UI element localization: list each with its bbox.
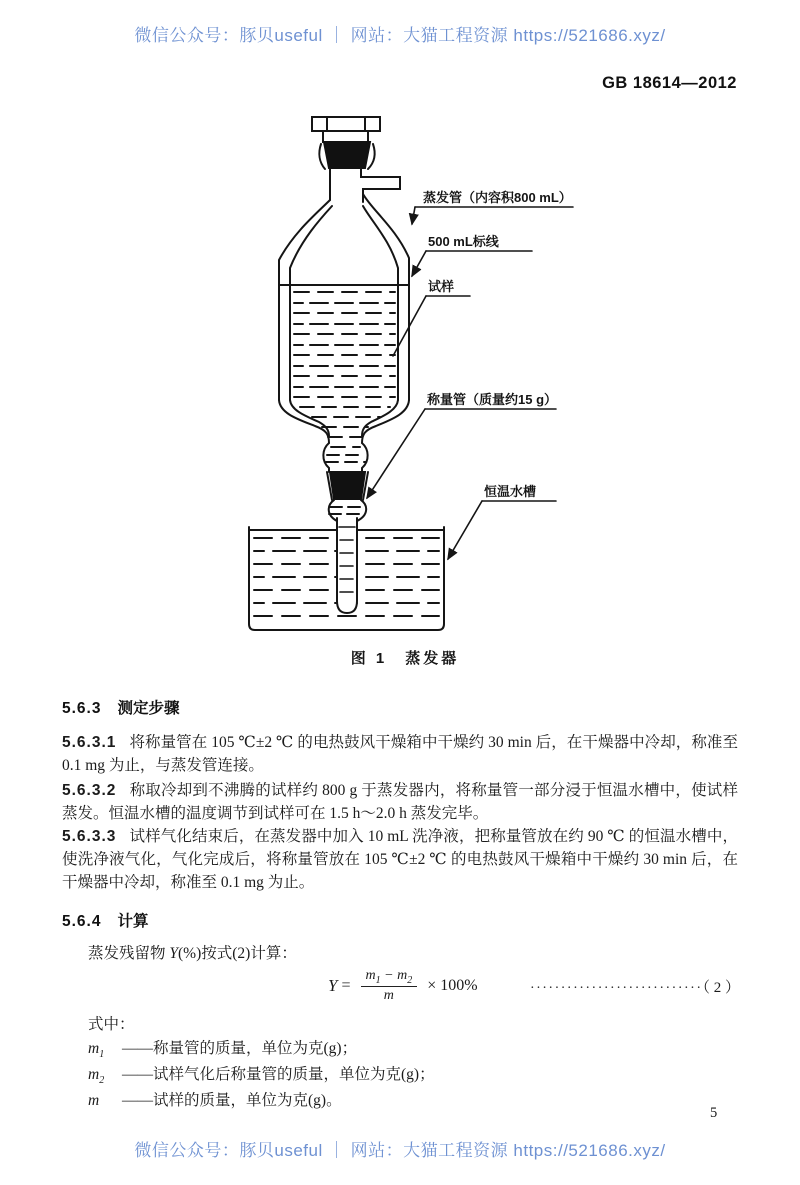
clause-text: 称取冷却到不沸腾的试样约 800 g 于蒸发器内，将称量管一部分浸于恒温水槽中，使试样蒸发。恒温水槽的温度调节到试样可在 1.5 h～2.0 h 蒸发完毕。 <box>62 782 738 822</box>
page-number: 5 <box>710 1105 718 1121</box>
formula-2 <box>328 962 478 1010</box>
section-number: 5.6.4 <box>62 913 102 930</box>
ground-joint-bottom <box>327 472 368 500</box>
flask-outline <box>279 194 409 443</box>
symbol: $m_2$ <box>88 1066 105 1087</box>
clause-number: 5.6.3.2 <box>62 782 117 799</box>
section-title: 测定步骤 <box>117 700 180 717</box>
clause-text: 将称量管在 105 ℃±2 ℃ 的电热鼓风干燥箱中干燥约 30 min 后，在干燥器中冷却，称准至 0.1 mg 为止，与蒸发管连接。 <box>62 734 738 774</box>
label-evaporating-tube: 蒸发管（内容积800 mL） <box>423 190 572 205</box>
section-heading-563 <box>62 696 180 718</box>
definition-m2 <box>88 1062 435 1086</box>
intro-variable: Y <box>169 945 179 962</box>
dotted-leader: ···························· <box>529 981 703 996</box>
clause-5632 <box>62 779 738 825</box>
fraction-denominator: m <box>383 988 394 1004</box>
definition-m1 <box>88 1036 357 1060</box>
label-500ml-mark: 500 mL标线 <box>428 234 499 249</box>
weighing-tube <box>337 518 357 613</box>
top-watermark: 微信公众号：豚贝useful ｜ 网站：大猫工程资源 https://521686.xyz/ <box>134 26 666 45</box>
formula-lhs: Y <box>328 976 338 995</box>
lower-bulb <box>329 500 366 521</box>
section-number: 5.6.3 <box>62 700 102 717</box>
definition-text: ——试样的质量，单位为克(g)。 <box>122 1092 342 1109</box>
clause-text: 试样气化结束后，在蒸发器中加入 10 mL 洗净液，把称量管放在约 90 ℃ 的恒温水槽中，使洗净液气化，气化完成后，将称量管放在 105 ℃±2 ℃ 的电热鼓风干燥箱中干燥约 30 min 后，在干燥器中冷却，称准至 0.1 mg 为止。 <box>62 828 738 891</box>
fraction-numerator: $m_1 - m_2$ <box>361 968 418 988</box>
section-heading-564 <box>62 909 149 931</box>
label-weighing-tube: 称量管（质量约15 g） <box>427 392 558 407</box>
definition-text: ——称量管的质量，单位为克(g)； <box>122 1040 358 1057</box>
where-label: 式中： <box>88 1016 135 1033</box>
standard-code: GB 18614—2012 <box>602 74 737 92</box>
definition-m <box>88 1088 342 1112</box>
equation-number: （ 2 ） <box>702 980 740 996</box>
clause-number: 5.6.3.1 <box>62 734 117 751</box>
symbol: $m_1$ <box>88 1040 105 1061</box>
equals-sign: = <box>341 977 351 994</box>
stopper-cap <box>312 117 380 142</box>
ground-joint-top <box>319 142 374 169</box>
formula-reference <box>530 976 740 997</box>
formula-factor: × 100% <box>427 977 478 994</box>
bottom-watermark: 微信公众号：豚贝useful ｜ 网站：大猫工程资源 https://521686.xyz/ <box>134 1141 666 1160</box>
clause-number: 5.6.3.3 <box>62 828 117 845</box>
evaporator-diagram <box>200 110 600 680</box>
intro-text: 蒸发残留物 <box>88 945 170 962</box>
calculation-intro <box>88 941 297 963</box>
definition-text: ——试样气化后称量管的质量，单位为克(g)； <box>122 1066 435 1083</box>
symbol: m <box>88 1092 100 1109</box>
fraction <box>361 968 418 1005</box>
label-water-bath: 恒温水槽 <box>484 484 537 499</box>
label-sample: 试样 <box>428 279 455 294</box>
intro-text-after: (%)按式(2)计算： <box>178 945 297 962</box>
section-title: 计算 <box>117 913 149 930</box>
figure-caption: 图 1 蒸发器 <box>350 650 460 667</box>
clause-5633 <box>62 825 738 894</box>
clause-5631 <box>62 731 738 777</box>
